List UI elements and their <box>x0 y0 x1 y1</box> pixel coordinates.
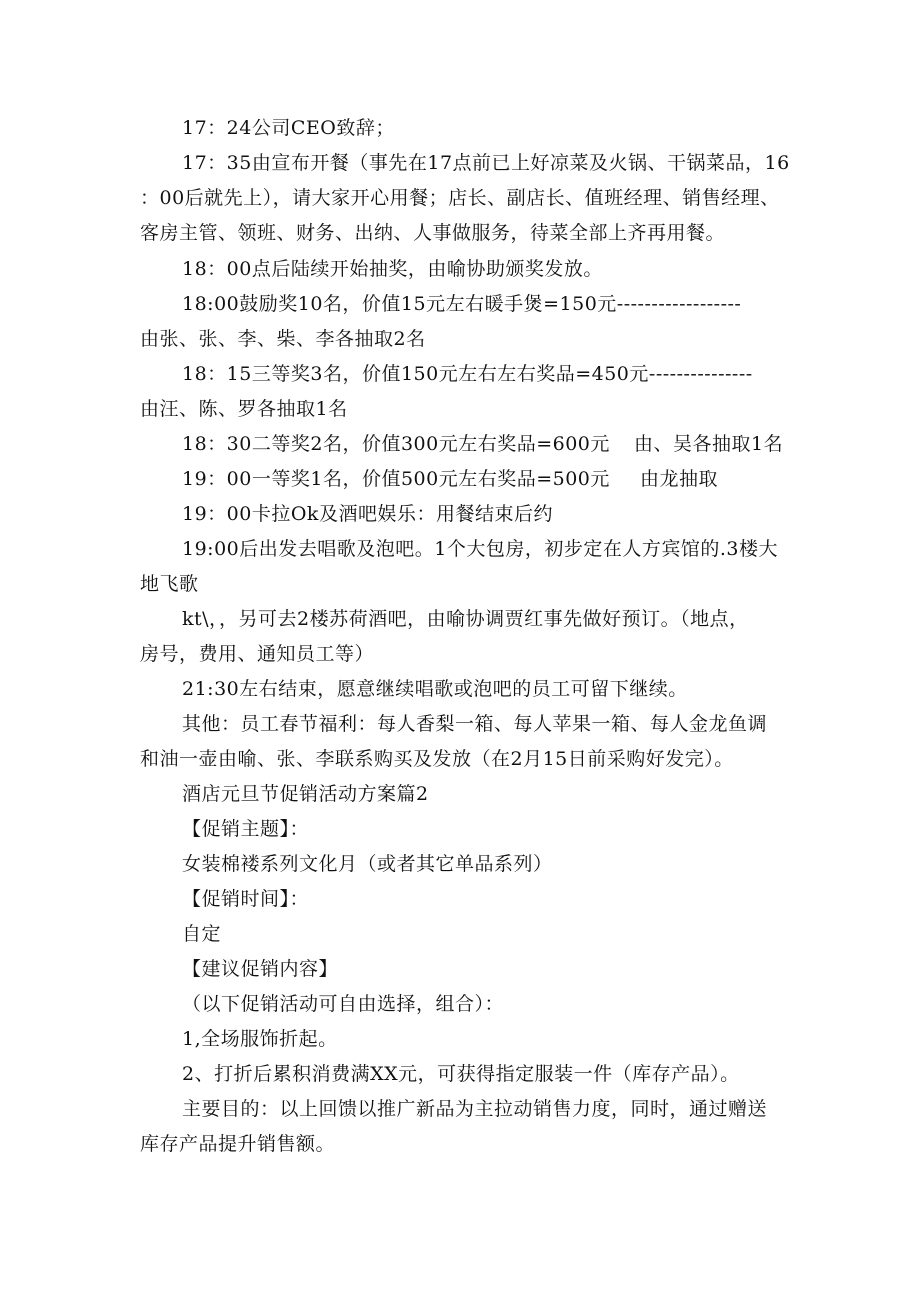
text-line: 21:30左右结束，愿意继续唱歌或泡吧的员工可留下继续。 <box>182 678 688 700</box>
text-line: 18：00点后陆续开始抽奖，由喻协助颁奖发放。 <box>182 258 603 280</box>
text-line: 【促销主题】： <box>182 818 310 840</box>
text-line: 19：00卡拉Ok及酒吧娱乐：用餐结束后约 <box>182 503 553 525</box>
text-line: 2、打折后累积消费满XX元，可获得指定服装一件（库存产品）。 <box>182 1063 740 1085</box>
text-line: 女装棉褛系列文化月（或者其它单品系列） <box>182 853 553 875</box>
text-line: 18:00鼓励奖10名，价值15元左右暖手煲=150元------------------ <box>182 293 742 315</box>
text-line: 【建议促销内容】 <box>182 958 339 980</box>
text-line <box>182 432 784 456</box>
text-line: 由汪、陈、罗各抽取1名 <box>140 398 348 420</box>
text-line: 17：24公司CEO致辞； <box>182 117 395 139</box>
text-line: 库存产品提升销售额。 <box>140 1133 336 1155</box>
prize-drawer: 由龙抽取 <box>640 468 719 490</box>
text-line: 自定 <box>182 923 222 945</box>
text-line: kt\，，另可去2楼苏荷酒吧，由喻协调贾红事先做好预订。（地点， <box>182 608 749 630</box>
text-line: 其他：员工春节福利：每人香梨一箱、每人苹果一箱、每人金龙鱼调 <box>182 713 768 735</box>
text-line <box>182 467 719 491</box>
text-line: 18：15三等奖3名，价值150元左右左右奖品=450元--------------- <box>182 363 753 385</box>
prize-drawer: 由、吴各抽取1名 <box>634 433 784 455</box>
text-line: 1,全场服饰折起。 <box>182 1028 338 1050</box>
text-line: 和油一壶由喻、张、李联系购买及发放（在2月15日前采购好发完）。 <box>140 748 734 770</box>
section-heading: 酒店元旦节促销活动方案篇2 <box>182 783 429 805</box>
text-line: （以下促销活动可自由选择，组合）： <box>182 993 505 1015</box>
prize-text: 18：30二等奖2名，价值300元左右奖品=600元 <box>182 433 610 455</box>
text-line: 由张、张、李、柴、李各抽取2名 <box>140 328 426 350</box>
text-line: 地飞歌 <box>140 573 199 595</box>
prize-text: 19：00一等奖1名，价值500元左右奖品=500元 <box>182 468 610 490</box>
text-line: 【促销时间】： <box>182 888 310 910</box>
text-line: 主要目的：以上回馈以推广新品为主拉动销售力度，同时，通过赠送 <box>182 1098 768 1120</box>
text-line: 房号，费用、通知员工等） <box>140 643 375 665</box>
text-line: 17：35由宣布开餐（事先在17点前已上好凉菜及火锅、干锅菜品，16 <box>182 152 790 174</box>
text-line: 客房主管、领班、财务、出纳、人事做服务，待菜全部上齐再用餐。 <box>140 222 726 244</box>
text-line: 19:00后出发去唱歌及泡吧。1个大包房，初步定在人方宾馆的.3楼大 <box>182 538 778 560</box>
text-line: ：00后就先上），请大家开心用餐；店长、副店长、值班经理、销售经理、 <box>140 187 780 209</box>
